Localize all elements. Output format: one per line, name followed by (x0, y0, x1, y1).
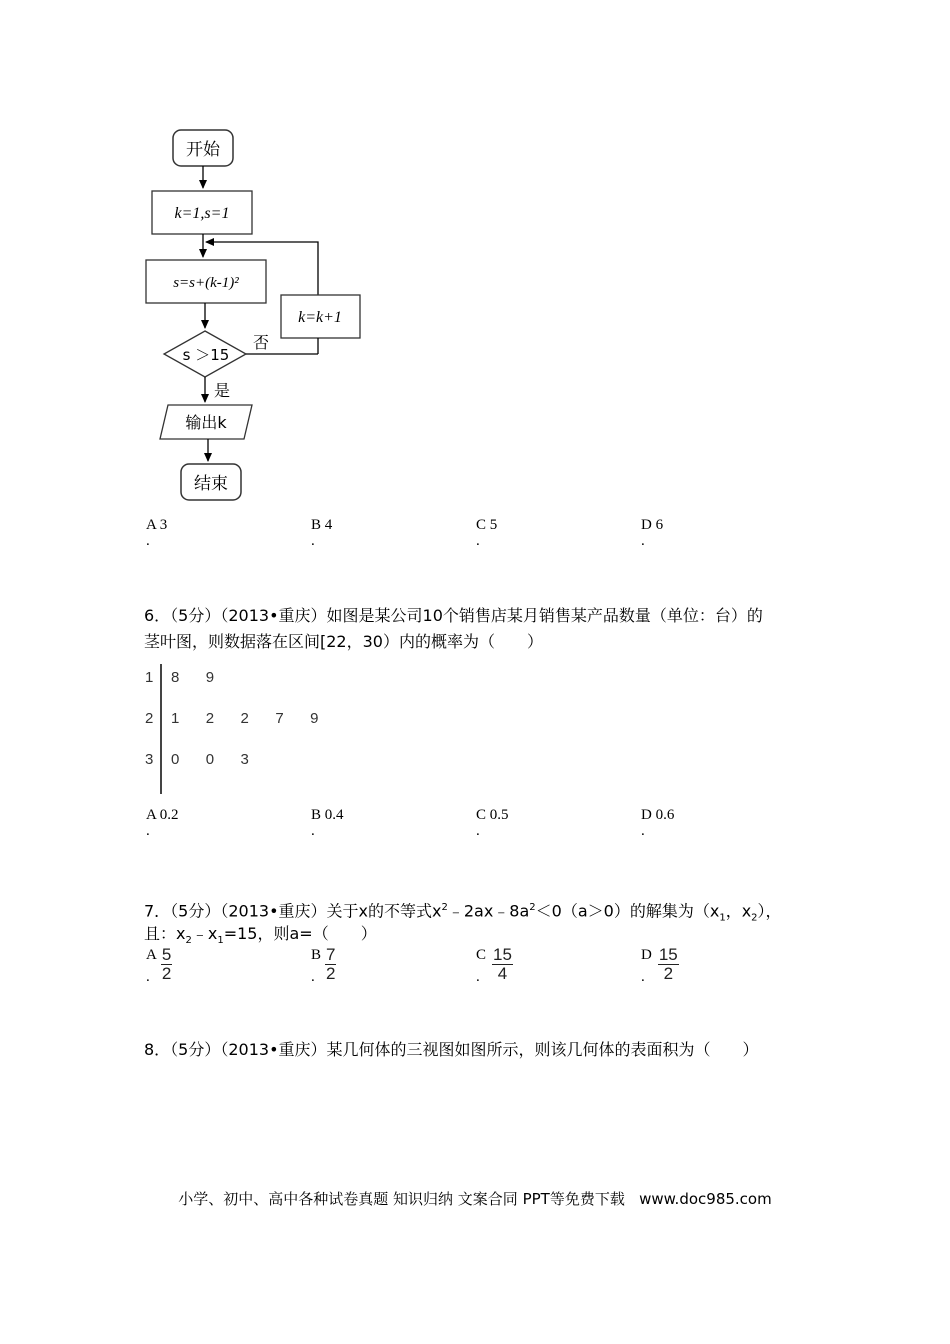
stem-row: 2 1 2 2 7 9 (145, 710, 319, 727)
q6-option-b[interactable]: B 0.4 . (311, 807, 344, 839)
end-label: 结束 (194, 474, 228, 494)
q6-option-c[interactable]: C 0.5 . (476, 807, 509, 839)
update-s-label: s=s+(k-1)² (173, 275, 239, 291)
q5-option-c[interactable]: C 5 . (476, 517, 498, 549)
q6-question-line1: 6．（5分）（2013•重庆）如图是某公司10个销售店某月销售某产品数量（单位：台）的 (144, 606, 763, 625)
q5-option-a[interactable]: A 3 . (146, 517, 168, 549)
stem-leaf-plot (144, 664, 344, 794)
q7-question-line1: 7．（5分）（2013•重庆）关于x的不等式$x^2﹣2ax﹣8a^2<0(a>0)$的解集为（$x_1$，$x_2$）， (144, 901, 782, 924)
q7-option-d[interactable]: D . $\frac{15}{2}$ (641, 945, 678, 985)
output-label: 输出k (185, 413, 227, 432)
q7-option-c[interactable]: C . $\frac{15}{4}$ (476, 945, 512, 985)
q6-option-a[interactable]: A 0.2 . (146, 807, 179, 839)
q5-option-b[interactable]: B 4 . (311, 517, 333, 549)
stem-row: 3 0 0 3 (145, 751, 249, 768)
q5-option-d[interactable]: D 6 . (641, 517, 664, 549)
q7-question-line2: 且：$x_2﹣x_1=15$，则a=（ ） (144, 924, 377, 947)
no-label: 否 (253, 333, 270, 352)
stem-row: 1 8 9 (145, 669, 215, 686)
q6-option-d[interactable]: D 0.6 . (641, 807, 675, 839)
q7-option-b[interactable]: B . $\frac{7}{2}$ (311, 945, 336, 985)
q8-question: 8．（5分）（2013•重庆）某几何体的三视图如图所示，则该几何体的表面积为（ ） (144, 1040, 759, 1059)
yes-label: 是 (214, 381, 231, 400)
start-label: 开始 (186, 140, 220, 160)
increment-label: k=k+1 (298, 309, 342, 326)
flowchart (0, 0, 400, 510)
page-footer: 小学、初中、高中各种试卷真题 知识归纳 文案合同 PPT等免费下载 www.doc985.com (178, 1190, 772, 1208)
q6-question-line2: 茎叶图，则数据落在区间[22，30）内的概率为（ ） (144, 632, 543, 651)
condition-label: s ＞15 (182, 346, 230, 364)
q7-option-a[interactable]: A . $\frac{5}{2}$ (146, 945, 172, 985)
init-label: k=1,s=1 (174, 205, 230, 222)
